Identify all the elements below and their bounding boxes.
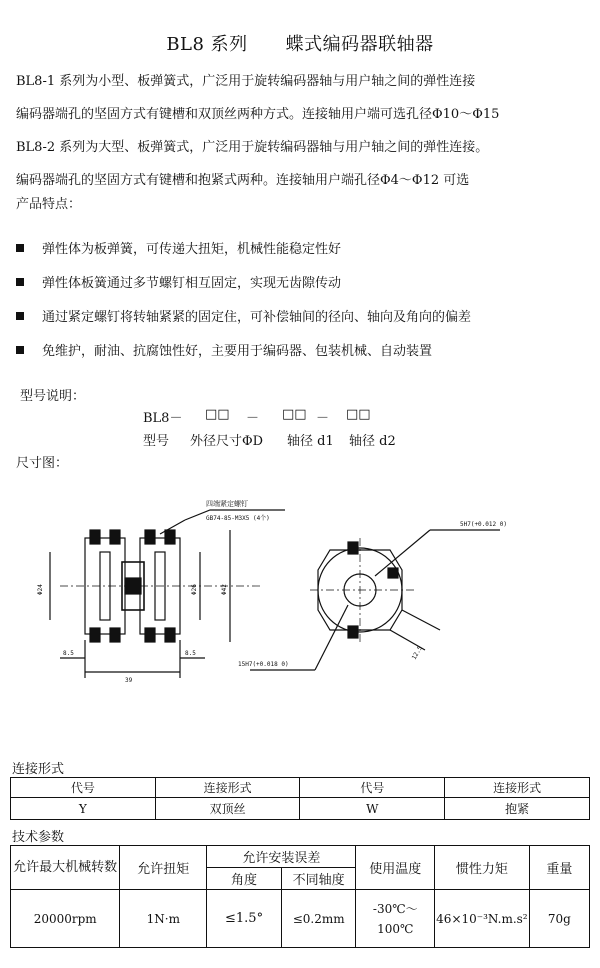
model-dash-1: － — [246, 411, 260, 426]
label-outer: 外径尺寸ΦD — [190, 434, 264, 449]
side-view — [50, 510, 285, 678]
header-weight: 重量 — [529, 846, 589, 890]
dim-side-label: 12.5 — [410, 644, 424, 661]
dim-length-label: 39 — [125, 677, 133, 684]
dim-d2-label: Φ26 — [191, 584, 198, 595]
model-code: BL8－ — [143, 411, 183, 426]
value-max-speed: 20000rpm — [11, 890, 120, 948]
dim-d1-label: Φ24 — [37, 584, 44, 595]
paragraph: 编码器端孔的坚固方式有键槽和抱紧式两种。连接轴用户端孔径Φ4～Φ12 可选 — [16, 173, 470, 188]
value-torque: 1N·m — [120, 890, 207, 948]
connection-heading: 连接形式 — [12, 762, 65, 777]
value-temperature: -30℃～100℃ — [356, 890, 435, 948]
model-box-1: □□ — [205, 407, 230, 422]
end-view — [250, 530, 500, 670]
header-temperature: 使用温度 — [356, 846, 435, 890]
table-cell: W — [300, 798, 445, 820]
header-torque: 允许扭矩 — [120, 846, 207, 890]
header-inertia: 惯性力矩 — [435, 846, 530, 890]
table-header: 代号 — [300, 778, 445, 798]
dim-h2-label: 8.5 — [185, 650, 196, 657]
paragraph: BL8-1 系列为小型、板弹簧式，广泛用于旋转编码器轴与用户轴之间的弹性连接 — [16, 74, 476, 89]
paragraph: BL8-2 系列为大型、板弹簧式，广泛用于旋转编码器轴与用户轴之间的弹性连接。 — [16, 140, 489, 155]
header-install-error: 允许安装误差 — [207, 846, 356, 868]
label-d1: 轴径 d1 — [287, 434, 334, 449]
label-d2: 轴径 d2 — [349, 434, 396, 449]
feature-item: 弹性体板簧通过多节螺钉相互固定，实现无齿隙传动 — [16, 272, 341, 291]
tech-heading: 技术参数 — [12, 830, 65, 845]
value-inertia: 46×10⁻³N.m.s² — [435, 890, 530, 948]
table-cell: 双顶丝 — [155, 798, 300, 820]
header-angle: 角度 — [207, 868, 282, 890]
bullet-icon — [16, 346, 24, 354]
bullet-icon — [16, 278, 24, 286]
value-weight: 70g — [529, 890, 589, 948]
table-header: 代号 — [11, 778, 156, 798]
value-angle: ≤1.5° — [207, 890, 282, 948]
callout-screw-spec: GB74-85-M3X5 (4个) — [206, 515, 270, 522]
features-heading: 产品特点： — [16, 197, 82, 212]
bullet-icon — [16, 312, 24, 320]
tolerance-1-label: 5H7(+0.012 0) — [460, 521, 507, 528]
table-cell: 抱紧 — [445, 798, 590, 820]
dimension-drawing — [30, 490, 570, 700]
feature-item: 通过紧定螺钉将转轴紧紧的固定住，可补偿轴间的径向、轴向及角向的偏差 — [16, 306, 471, 325]
value-coaxiality: ≤0.2mm — [281, 890, 356, 948]
bullet-icon — [16, 244, 24, 252]
model-box-3: □□ — [346, 407, 371, 422]
model-box-2: □□ — [282, 407, 307, 422]
feature-item: 弹性体为板弹簧，可传递大扭矩，机械性能稳定性好 — [16, 238, 341, 257]
header-max-speed: 允许最大机械转数 — [11, 846, 120, 890]
table-header: 连接形式 — [445, 778, 590, 798]
feature-item: 免维护，耐油、抗腐蚀性好，主要用于编码器、包装机械、自动装置 — [16, 340, 432, 359]
dimensions-heading: 尺寸图： — [16, 456, 69, 471]
dim-h1-label: 8.5 — [63, 650, 74, 657]
tolerance-2-label: 15H7(+0.018 0) — [238, 661, 289, 668]
title-model: BL8 系列 — [166, 34, 248, 55]
table-header: 连接形式 — [155, 778, 300, 798]
callout-screw-title: 四端紧定螺钉 — [206, 500, 248, 508]
table-cell: Y — [11, 798, 156, 820]
dim-d3-label: Φ42 — [221, 584, 228, 595]
tech-table — [10, 845, 590, 948]
model-heading: 型号说明： — [20, 389, 86, 404]
label-model: 型号 — [143, 434, 170, 449]
model-dash-2: － — [316, 411, 330, 426]
header-coaxiality: 不同轴度 — [281, 868, 356, 890]
title-name: 蝶式编码器联轴器 — [285, 34, 434, 55]
connection-table — [10, 777, 590, 820]
paragraph: 编码器端孔的坚固方式有键槽和双顶丝两种方式。连接轴用户端可选孔径Φ10～Φ15 — [16, 107, 500, 122]
page-title — [0, 30, 600, 56]
